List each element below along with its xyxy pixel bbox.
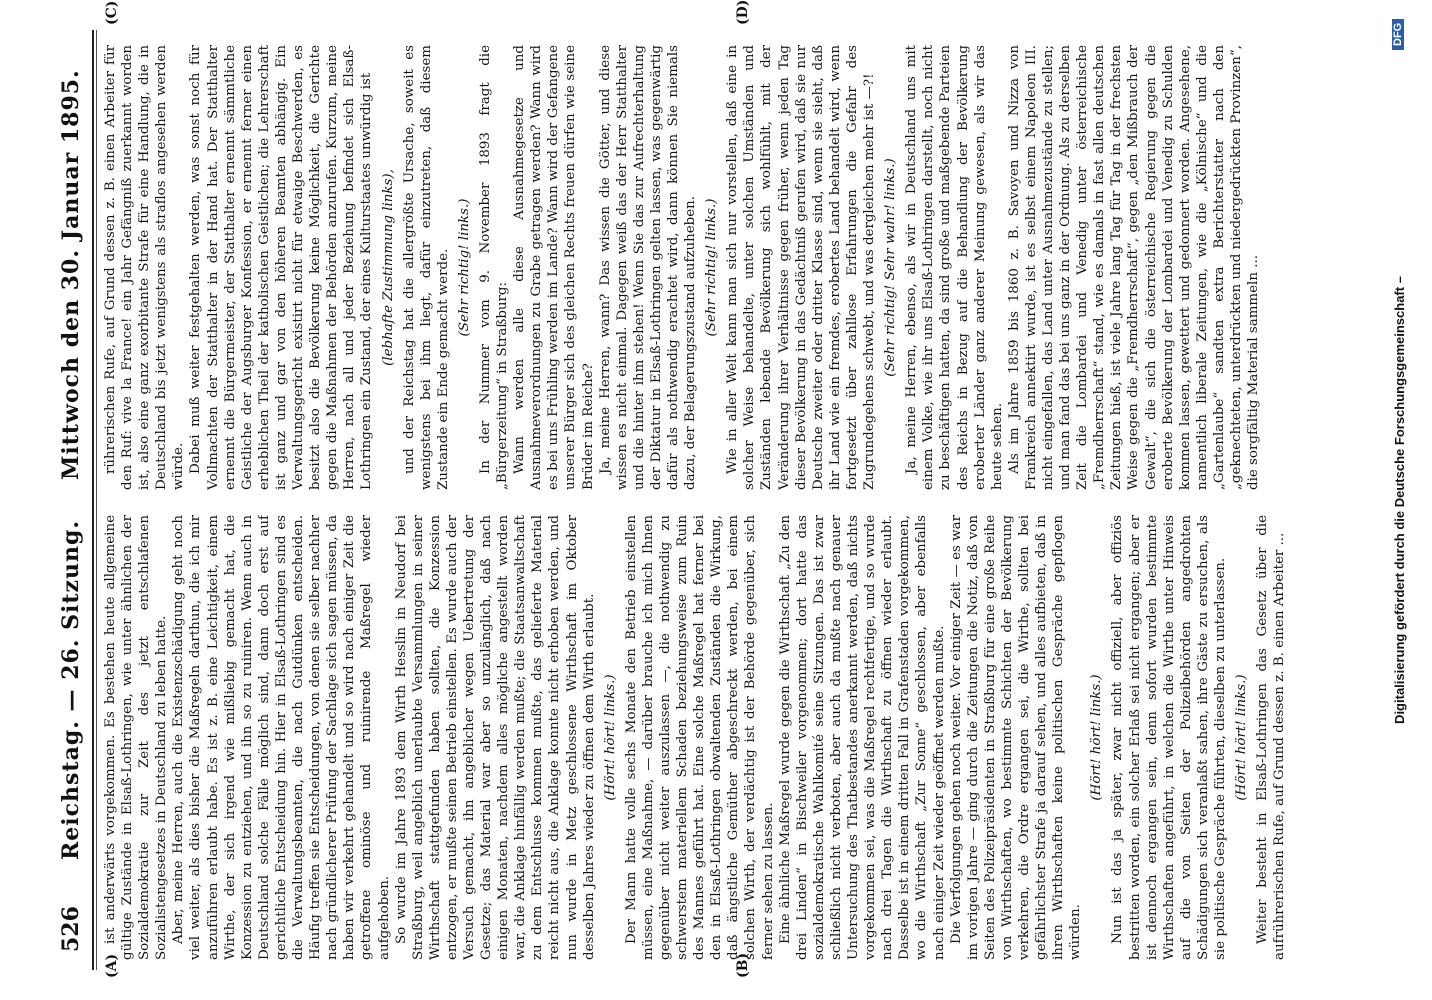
paragraph: Der Mann hatte volle sechs Monate den Betrieb einstellen müssen, eine Maßnahme, — darüber brauche ich mich Ihnen gegenüber nicht weiter auszulassen —, die nothwendig zu schwerstem materiellem Schaden beziehungsweise zum Ruin des Mannes geführt hat. Eine solche Maßregel hat ferner bei den in Elsaß-Lothringen obwaltenden Zuständen die Wirkung, daß ängstliche Gemüther abgeschreckt werden, bei einem solchen Wirth, der verdächtig ist der Behörde gegenüber, sich ferner sehen zu lassen. [623,515,776,960]
digitization-credit [1392,0,1407,1000]
paragraph: Weiter besteht in Elsaß-Lothringen das Gesetz über die aufrührerischen Rufe, auf Grund dessen z. B. einen Arbeiter ... [1255,515,1288,960]
margin-marker-b: (B) [735,952,751,978]
paragraph: ist anderwärts vorgekommen. Es bestehen heute allgemeine gültige Zustände in Elsaß-Lothringen, wie unter ähnlichen der Sozialdemokratie zur Zeit des jetzt entschlafenen Sozialistengesetzes in Deutschland zu leben hatte. [103,515,170,960]
margin-marker-d: (D) [735,0,751,25]
paragraph: So wurde im Jahre 1893 dem Wirth Hesslin in Neudorf bei Straßburg, weil angeblich unerlaubte Versammlungen in seiner Wirthschaft stattgefunden haben sollten, die Konzession entzogen, er mußte seinen Betrieb einstellen. Es wurde auch der Versuch gemacht, ihn angeblicher wegen Uebertretung der Gesetze; das Material war aber so unzulänglich, daß nach einigen Monaten, nachdem alles mögliche angestellt worden war, die Anklage hinfällig werden mußte; die Staatsanwaltschaft zu dem Entschlusse kommen mußte, das gelieferte Material reicht nicht aus, die Anklage konnte nicht erhoben werden, und nun wurde in Metz geschlossene Wirthschaft im Oktober desselben Jahres wieder zu öffnen dem Wirth erlaubt. [393,515,597,960]
paragraph: rührerischen Rufe, auf Grund dessen z. B. einen Arbeiter für den Ruf: vive la France! ein Jahr Gefängniß zuerkannt worden ist, also eine ganz exorbitante Strafe für eine Handlung, die in Deutschland bis jetzt wenigstens als straflos angesehen werden würde. [103,45,187,490]
credit-text: Digitalisierung gefördert durch die Deutsche Forschungsgemeinschaft – [1392,276,1407,724]
interjection: (Sehr richtig! links.) [456,198,472,337]
interjection: (Hört! hört! links.) [1089,674,1105,801]
header-rule-thin [96,30,97,970]
interjection: (Hört! hört! links.) [1234,674,1250,801]
paragraph: Ja, meine Herren, ebenso, als wir in Deutschland uns mit einem Volke, wie ihr uns Elsaß-Lothringen darstellt, noch nicht zu beschäftigen hatten, da sind große und maßgebende Parteien des Reichs in Bezug auf die Behandlung der Bevölkerung eroberter Länder ganz anderer Meinung gewesen, als wir das heute sehen. [904,45,1005,490]
margin-marker-c: (C) [104,0,120,25]
interjection: (Hört! hört! links.) [602,674,618,801]
page-number: 526 [58,906,84,952]
interjection: (Sehr richtig! Sehr wahr! links.) [883,158,899,377]
date-title: Mittwoch den 30. Januar 1895. [58,69,84,480]
paragraph: Die Verfolgungen gehen noch weiter. Vor einiger Zeit — es war im vorigen Jahre — ging durch die Zeitungen die Notiz, daß von Seiten des Polizeipräsidenten in Straßburg für eine große Reihe von Wirthschaften, wo bestimmte Schichten der Bevölkerung verkehren, die Ordre ergangen sei, die Wirthe, sollten bei gefährlichster Strafe ja darauf sehen, und alles aufbieten, daß in ihren Wirthschaften keine politischen Gespräche gepflogen würden. [948,515,1084,960]
paragraph: Als im Jahre 1859 bis 1860 z. B. Savoyen und Nizza von Frankreich annektirt wurde, ist es selbst einem Napoleon III. nicht eingefallen, das Land unter Ausnahmezustände zu stellen; und man fand das bei uns ganz in der Ordnung. Als zu derselben Zeit die Lombardei und Venedig unter österreichische „Fremdherrschaft“ stand, wie es damals in fast allen deutschen Zeitungen hieß, ist viele Jahre lang Tag für Tag in der frechsten Weise gegen die „Fremdherrschaft“, gegen „den Mißbrauch der Gewalt“, die sich die österreichische Regierung gegen die eroberte Bevölkerung der Lombardei und Venedig zu Schulden kommen lassen, gewettert und gedonnert worden. Angesehene, namentlich liberale Zeitungen, wie die „Kölnische“ und die „Gartenlaube“ sandten extra Berichterstatter nach den „geknechteten, unterdrückten und niedergedrückten Provinzen“, die sorgfältig Material sammeln ... [1006,45,1262,490]
header-rule [92,30,94,970]
paragraph: Nun ist das ja später, zwar nicht offiziell, aber offiziös bestritten worden, ein solcher Erlaß sei nicht ergangen; aber er ist dennoch ergangen sein, denn sofort wurden bestimmte Wirthschaften angeführt, in welchen die Wirthe unter Hinweis auf die von Seiten der Polizeibehörden angedrohten Schädigungen sich veranlaßt sahen, ihre Gäste zu ersuchen, als sie politische Gespräche führten, dieselben zu unterlassen. [1110,515,1228,960]
right-text-column [102,45,1327,490]
paragraph: Aber, meine Herren, auch die Existenzschädigung geht noch viel weiter, als dies bisher die Maßregeln darthun, die ich mir anzuführen erlaubt habe. Es ist z. B. eine Leichtigkeit, einem Wirthe, der sich irgend wie mißliebig gemacht hat, die Konzession zu entziehen, und ihn so zu ruiniren. Wenn auch in Deutschland solche Fälle möglich sind, dann doch erst auf gerichtliche Entscheidung hin. Hier in Elsaß-Lothringen sind es die Verwaltungsbeamten, die nach Gutdünken entscheiden. Häufig treffen sie Entscheidungen, von denen sie selber nachher nach gründlicherer Prüfung der Sachlage sich sagen müssen, da haben wir verkehrt gehandelt und so wird nach einiger Zeit die getroffene ominöse und ruinirende Maßregel wieder aufgehoben. [171,515,392,960]
dfg-badge: DFG [1392,19,1404,50]
paragraph: und der Reichstag hat die allergrößte Ursache, soweit es wenigstens bei ihm liegt, dafür einzutreten, daß diesem Zustande ein Ende gemacht werde. [401,45,451,490]
interjection: (lebhafte Zustimmung links), [380,169,396,366]
paragraph: Dabei muß weiter festgehalten werden, was sonst noch für Vollmachten der Statthalter in der Hand hat. Der Statthalter ernennt die Bürgermeister, der Statthalter ernennt sämmtliche Geistliche der Augsburger Konfession, er ernennt ferner einen erheblichen Theil der katholischen Geistlichen; die Lehrerschaft ist ganz und gar von den höheren Beamten abhängig. Ein Verwaltungsgericht existirt nicht für etwaige Beschwerden, es besitzt also die Bevölkerung keine Möglichkeit, die Gerichte gegen die Maßnahmen der Behörden anzurufen. Kurzum, meine Herren, nach all und jeder Beziehung befindet sich Elsaß-Lothringen ein Zustand, der eines Kulturstaates unwürdig ist [188,45,375,490]
paragraph: Wie in aller Welt kann man sich nur vorstellen, daß eine in solcher Weise behandelte, unter solchen Umständen und Zuständen lebende Bevölkerung sich wohlfühlt, mit der Veränderung ihrer Verhältnisse gegen früher, wenn jeden Tag dieser Bevölkerung in das Gedächtniß gerufen wird, daß sie nur Deutsche zweiter oder dritter Klasse sind, wenn sie sieht, daß ihr Land wie ein fremdes, erobertes Land behandelt wird, wenn fortgesetzt über zahllose Erfahrungen die Gefahr des Zugrundegehens schwebt, und was dergleichen mehr ist —?! [725,45,878,490]
paragraph: In der Nummer vom 9. November 1893 fragt die „Bürgerzeitung“ in Straßburg: [477,45,511,490]
left-text-column [102,515,1327,960]
interjection: (Sehr richtig! links.) [704,198,720,337]
page-header [52,0,92,1000]
paragraph: Eine ähnliche Maßregel wurde gegen die Wirthschaft „Zu den drei Linden“ in Bischweiler vorgenommen; dort hatte das sozialdemokratische Wahlkomité seine Sitzungen. Das ist zwar schließlich nicht verboten, aber auch da mußte nach genauer Untersuchung des Thatbestandes anerkannt werden, daß nichts vorgekommen sei, was die Maßregel rechtfertige, und so wurde nach drei Tagen die Wirthschaft zu öffnen wieder erlaubt. Dasselbe ist in einem dritten Fall in Grafenstaden vorgekommen, wo die Wirthschaft „Zur Sonne“ geschlossen, aber ebenfalls nach einiger Zeit wieder geöffnet werden mußte. [777,515,947,960]
quotation: Wann werden alle diese Ausnahmegesetze und Ausnahmeverordnungen zu Grabe getragen werden? Wann wird es bei uns Frühling werden im Lande? Wann wird der Gefangene unserer Bürger sich des gleichen Rechts freuen dürfen wie seine Brüder im Reiche? [512,45,596,490]
session-title: Reichstag. — 26. Sitzung. [58,519,84,860]
margin-marker-a: (A) [104,953,120,978]
paragraph: Ja, meine Herren, wann? Das wissen die Götter, und diese wissen es nicht einmal. Dagegen weiß das der Herr Statthalter und die hinter ihm stehen! Wenn Sie das zur Aufrechterhaltung der Diktatur in Elsaß-Lothringen gelten lassen, was gegenwärtig dafür als nothwendig erachtet wird, dann können Sie niemals dazu, der Belagerungszustand aufzuheben. [597,45,699,490]
